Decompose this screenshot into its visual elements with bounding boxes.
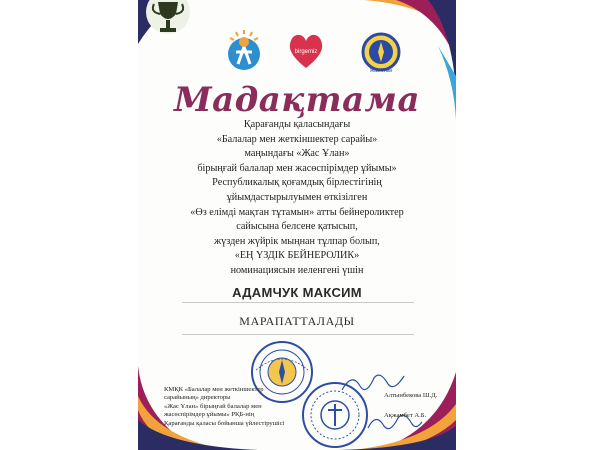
children-logo-icon (224, 30, 264, 74)
body-line: «ЕҢ ҮЗДІК БЕЙНЕРОЛИК» (234, 250, 360, 262)
signature-line: Қарағанды қаласы бойынша үйлестірушісі (164, 419, 285, 427)
body-line: жүзден жүйрік мыңнан тұлпар болып, (214, 235, 380, 247)
body-line: «Балалар мен жеткіншектер сарайы» (216, 133, 378, 145)
signature-line: КМҚК «Балалар мен жеткіншектер (164, 386, 264, 393)
signature-line: сарайының» директоры (164, 394, 231, 402)
signature-block (164, 386, 304, 428)
body-line: «Өз елімді мақтан тұтамын» атты бейнероликтер (190, 206, 404, 218)
divider (182, 334, 414, 335)
recipient-name: АДАМЧУК МАКСИМ (232, 285, 362, 300)
birgemiz-heart-icon (286, 32, 326, 72)
award-text: МАРАПАТТАЛАДЫ (239, 314, 355, 328)
body-line: номинациясын иеленгені үшін (230, 264, 364, 276)
body-line: Қарағанды қаласындағы (243, 119, 351, 130)
certificate-body (158, 118, 436, 279)
zhas-ulan-logo-text: Жас Ұлан (369, 68, 393, 74)
body-line: маңындағы «Жас Ұлан» (244, 148, 350, 160)
signature-line: «Жас Ұлан» бірыңғай балалар мен (164, 402, 262, 410)
signatory-name: Ақжамбет А.Б. (384, 412, 427, 419)
divider (182, 302, 414, 303)
certificate (138, 0, 456, 450)
zhas-ulan-logo-icon (360, 30, 402, 74)
body-line: бірыңғай балалар мен жасөспірімдер ұйымы» (197, 162, 397, 174)
signature-line: жасөспірімдер ұйымы» РҚБ-нің (164, 411, 255, 419)
body-line: Республикалық қоғамдық бірлестігінің (212, 177, 382, 189)
body-line: ұйымдастырылуымен өткізілген (226, 191, 368, 203)
body-line: сайысына белсене қатысып, (236, 221, 358, 233)
certificate-title: Мадақтама (173, 80, 421, 120)
birgemiz-logo-text: birgemiz (294, 49, 318, 55)
signatory-name: Алтынбекова Ш.Д. (384, 392, 438, 399)
logos-row (138, 28, 456, 80)
